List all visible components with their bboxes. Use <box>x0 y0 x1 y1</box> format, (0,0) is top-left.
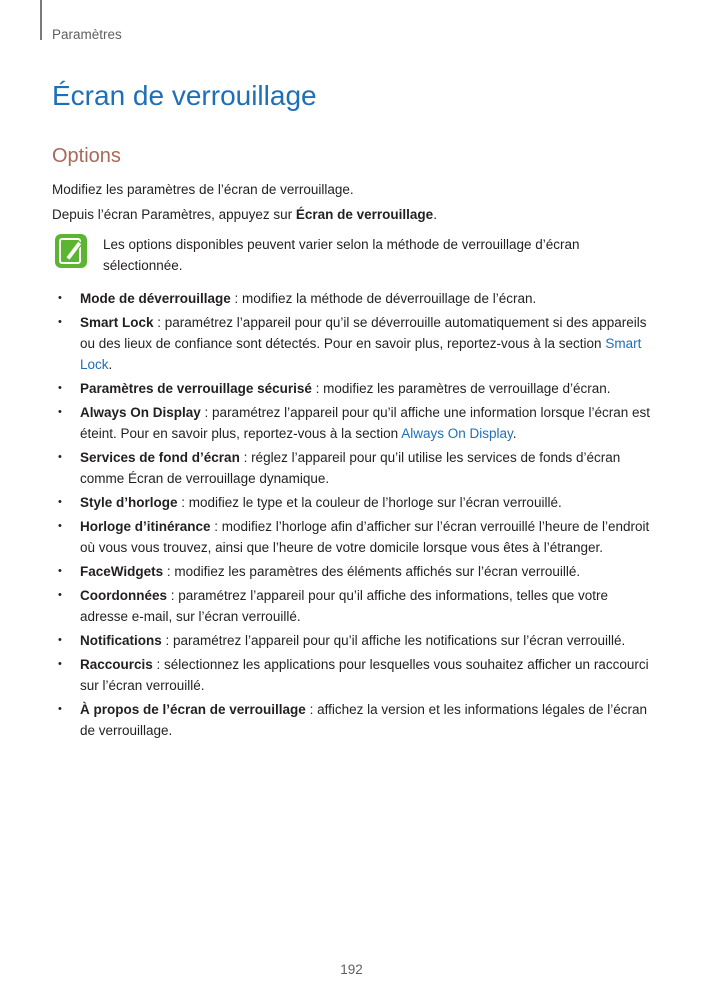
option-term: Mode de déverrouillage <box>80 291 231 306</box>
option-description: : modifiez le type et la couleur de l’horloge sur l’écran verrouillé. <box>177 495 562 510</box>
section-title: Options <box>52 145 121 167</box>
option-item <box>52 402 652 444</box>
note-pencil-icon <box>54 233 88 269</box>
option-item <box>52 561 652 582</box>
option-description: : paramétrez l’appareil pour qu’il affiche des informations, telles que votre adresse e-mail, sur l’écran verrouillé. <box>80 588 609 624</box>
page-title: Écran de verrouillage <box>52 80 317 111</box>
option-term: Smart Lock <box>80 315 154 330</box>
option-description: : modifiez les paramètres des éléments affichés sur l’écran verrouillé. <box>163 564 581 579</box>
option-term: Notifications <box>80 633 162 648</box>
option-term: Paramètres de verrouillage sécurisé <box>80 381 312 396</box>
option-item <box>52 585 652 627</box>
option-trailing-punctuation: . <box>108 357 113 372</box>
option-term: Raccourcis <box>80 657 153 672</box>
option-description: : paramétrez l’appareil pour qu’il affiche les notifications sur l’écran verrouillé. <box>161 633 626 648</box>
option-cross-reference-link[interactable]: Smart Lock <box>80 336 642 372</box>
header-rule <box>40 0 42 40</box>
intro-instruction-suffix: . <box>433 207 437 222</box>
option-item <box>52 516 652 558</box>
option-item <box>52 378 652 399</box>
option-term: Horloge d’itinérance <box>80 519 211 534</box>
intro-instruction-prefix: Depuis l’écran Paramètres, appuyez sur <box>52 207 296 222</box>
option-item <box>52 654 652 696</box>
option-description: : paramétrez l’appareil pour qu’il se déverrouille automatiquement si des appareils ou des lieux de confiance sont détectés. Pour en savoir plus, reportez-vous à la section <box>80 315 647 351</box>
options-list <box>52 288 652 744</box>
intro-text: Modifiez les paramètres de l’écran de verrouillage. <box>52 182 354 197</box>
option-item <box>52 288 652 309</box>
option-item <box>52 312 652 375</box>
option-description: : réglez l’appareil pour qu’il utilise les services de fonds d’écran comme Écran de verrouillage dynamique. <box>80 450 621 486</box>
option-trailing-punctuation: . <box>512 426 517 441</box>
option-item <box>52 492 652 513</box>
option-description: : modifiez les paramètres de verrouillage d’écran. <box>311 381 611 396</box>
option-item <box>52 447 652 489</box>
page-number: 192 <box>340 962 363 977</box>
option-item <box>52 630 652 651</box>
option-term: Always On Display <box>80 405 201 420</box>
option-description: : affichez la version et les informations légales de l’écran de verrouillage. <box>80 702 648 738</box>
option-description: : paramétrez l’appareil pour qu’il affiche une information lorsque l’écran est éteint. Pour en savoir plus, reportez-vous à la section <box>80 405 651 441</box>
option-description: : sélectionnez les applications pour lesquelles vous souhaitez afficher un raccourci sur l’écran verrouillé. <box>80 657 649 693</box>
option-item <box>52 699 652 741</box>
option-cross-reference-link[interactable]: Always On Display <box>401 426 513 441</box>
intro-instruction-menu: Écran de verrouillage <box>295 207 434 222</box>
running-header: Paramètres <box>52 27 122 42</box>
option-term: À propos de l’écran de verrouillage <box>80 702 306 717</box>
option-description: : modifiez l’horloge afin d’afficher sur l’écran verrouillé l’heure de l’endroit où vous vous trouvez, ainsi que l’heure de votre domicile lorsque vous êtes à l’étranger. <box>80 519 650 555</box>
option-description: : modifiez la méthode de déverrouillage de l’écran. <box>230 291 537 306</box>
option-term: Services de fond d’écran <box>80 450 240 465</box>
note-text: Les options disponibles peuvent varier selon la méthode de verrouillage d’écran sélectionnée. <box>103 237 580 273</box>
intro-instruction <box>52 206 437 224</box>
option-term: FaceWidgets <box>80 564 164 579</box>
option-term: Style d’horloge <box>80 495 178 510</box>
option-term: Coordonnées <box>80 588 168 603</box>
